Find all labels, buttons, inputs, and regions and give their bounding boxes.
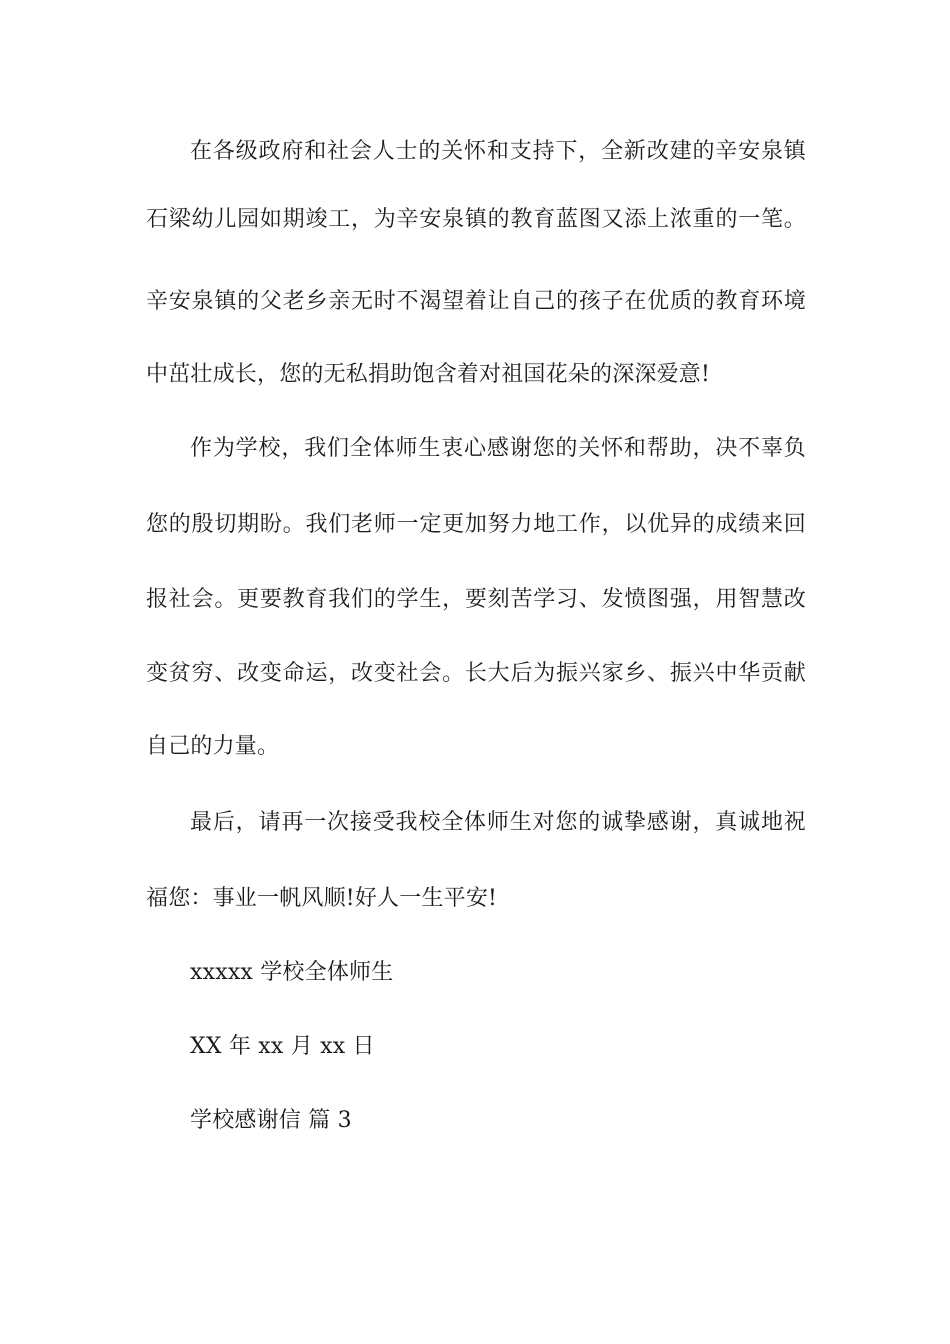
- paragraph-1-line-2: 石梁幼儿园如期竣工，为辛安泉镇的教育蓝图又添上浓重的一笔。: [146, 207, 806, 232]
- paragraph-3-line-2: 福您：事业一帆风顺!好人一生平安!: [146, 886, 498, 911]
- paragraph-1-line-4: 中茁壮成长，您的无私捐助饱含着对祖国花朵的深深爱意!: [146, 362, 711, 387]
- paragraph-2-line-3: 报社会。更要教育我们的学生，要刻苦学习、发愤图强，用智慧改: [146, 587, 806, 612]
- paragraph-2-line-1: 作为学校，我们全体师生衷心感谢您的关怀和帮助，决不辜负: [190, 436, 806, 461]
- paragraph-2-line-4: 变贫穷、改变命运，改变社会。长大后为振兴家乡、振兴中华贡献: [146, 661, 806, 686]
- signature-date: XX 年 xx 月 xx 日: [190, 1034, 375, 1059]
- signature-sender: xxxxx 学校全体师生: [190, 960, 394, 985]
- paragraph-3-line-1: 最后，请再一次接受我校全体师生对您的诚挚感谢，真诚地祝: [190, 810, 806, 835]
- section-heading: 学校感谢信 篇 3: [190, 1108, 352, 1133]
- paragraph-2-line-5: 自己的力量。: [146, 734, 280, 759]
- paragraph-1-line-1: 在各级政府和社会人士的关怀和支持下，全新改建的辛安泉镇: [190, 139, 806, 164]
- paragraph-2-line-2: 您的殷切期盼。我们老师一定更加努力地工作，以优异的成绩来回: [146, 512, 806, 537]
- paragraph-1-line-3: 辛安泉镇的父老乡亲无时不渴望着让自己的孩子在优质的教育环境: [146, 289, 806, 314]
